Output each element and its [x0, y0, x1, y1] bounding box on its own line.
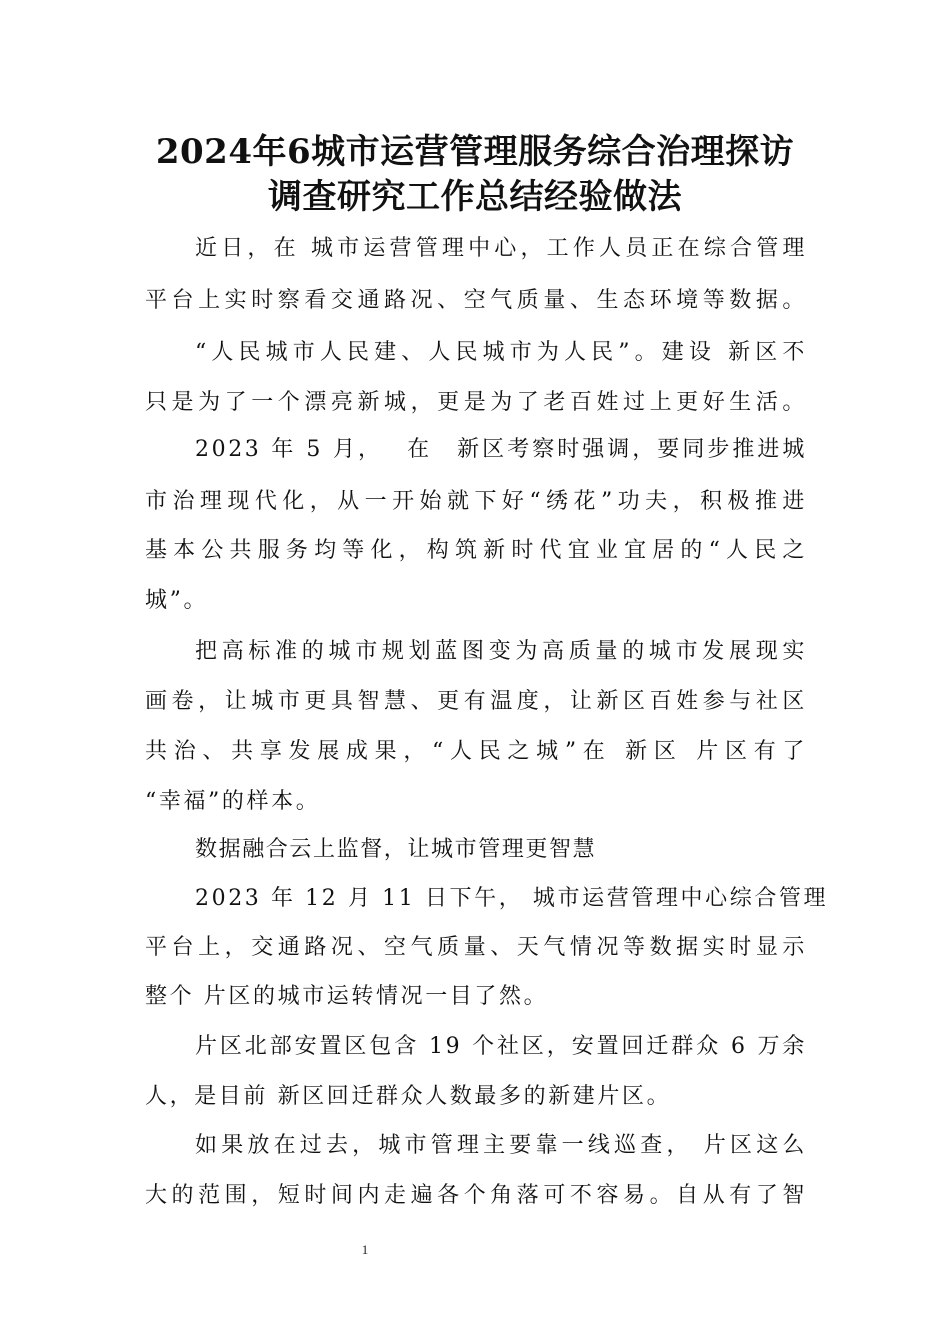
body-line: 如果放在过去，城市管理主要靠一线巡查， 片区这么 — [195, 1133, 807, 1158]
body-line: 大的范围，短时间内走遍各个角落可不容易。自从有了智 — [145, 1183, 807, 1208]
body-line: “幸福”的样本。 — [145, 789, 321, 814]
body-line: 平台上，交通路况、空气质量、天气情况等数据实时显示 — [145, 935, 807, 960]
body-line: 2023 年 12 月 11 日下午， 城市运营管理中心综合管理 — [195, 886, 829, 911]
body-line: 只是为了一个漂亮新城，更是为了老百姓过上更好生活。 — [145, 390, 807, 415]
body-line: 城”。 — [145, 588, 209, 613]
body-line: 人，是目前 新区回迁群众人数最多的新建片区。 — [145, 1084, 672, 1109]
body-line: 基本公共服务均等化，构筑新时代宜业宜居的“人民之 — [145, 538, 807, 563]
body-line: 画卷，让城市更具智慧、更有温度，让新区百姓参与社区 — [145, 689, 807, 714]
body-line: 把高标准的城市规划蓝图变为高质量的城市发展现实 — [195, 639, 807, 664]
section-heading: 数据融合云上监督，让城市管理更智慧 — [195, 837, 597, 862]
body-line: 2023 年 5 月， 在 新区考察时强调，要同步推进城 — [195, 437, 807, 462]
body-line: 片区北部安置区包含 19 个社区，安置回迁群众 6 万余 — [195, 1034, 807, 1059]
page-number: 1 — [361, 1242, 369, 1257]
body-line: 市治理现代化，从一开始就下好“绣花”功夫，积极推进 — [145, 489, 807, 514]
body-line: 共治、共享发展成果，“人民之城”在 新区 片区有了 — [145, 739, 807, 764]
document-title-line-2: 调查研究工作总结经验做法 — [268, 177, 682, 217]
body-line: “人民城市人民建、人民城市为人民”。建设 新区不 — [195, 340, 807, 365]
body-line: 整个 片区的城市运转情况一目了然。 — [145, 984, 549, 1009]
body-line: 平台上实时察看交通路况、空气质量、生态环境等数据。 — [145, 288, 807, 313]
document-title-line-1: 2024年6城市运营管理服务综合治理探访 — [155, 132, 795, 172]
body-line: 近日，在 城市运营管理中心，工作人员正在综合管理 — [195, 236, 807, 261]
